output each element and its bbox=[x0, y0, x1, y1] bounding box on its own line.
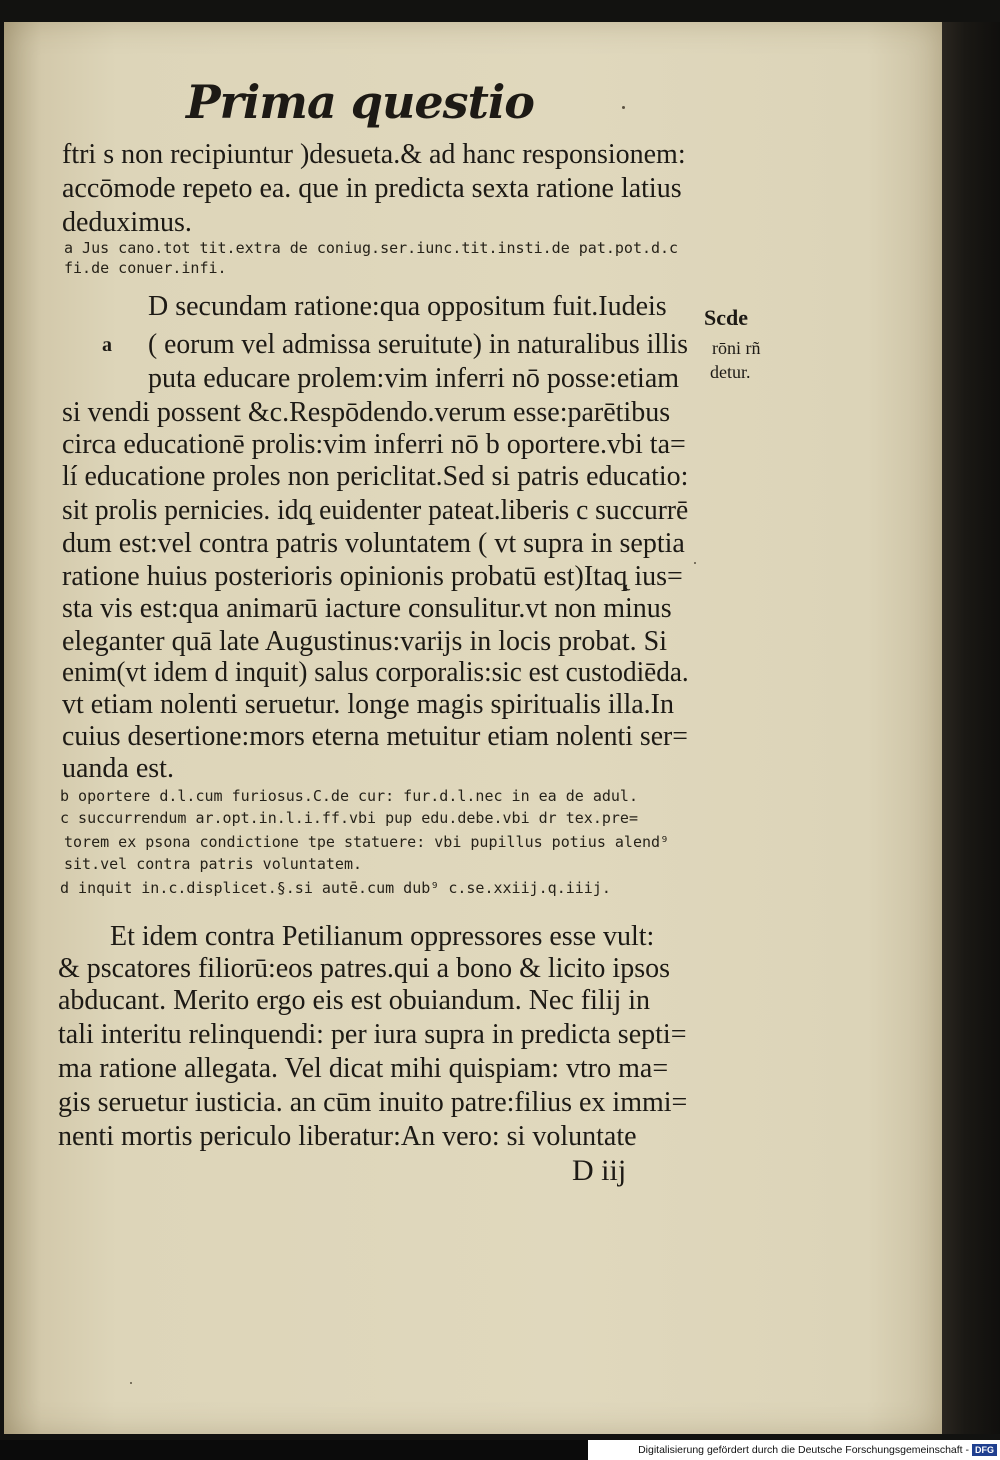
digitization-credit bbox=[588, 1440, 1000, 1460]
text-line: puta educare prolem:vim inferri nō posse:etiam bbox=[148, 363, 680, 394]
footnote-line: b oportere d.l.cum furiosus.C.de cur: fur.d.l.nec in ea de adul. bbox=[60, 787, 638, 805]
ink-speck bbox=[694, 562, 696, 564]
page-title: Prima questio bbox=[186, 75, 534, 129]
scan-edge bbox=[942, 22, 1000, 1434]
signature-mark: D iij bbox=[572, 1154, 627, 1187]
footnote-line: a Jus cano.tot tit.extra de coniug.ser.iunc.tit.insti.de pat.pot.d.c bbox=[64, 239, 679, 257]
ink-speck bbox=[622, 106, 625, 109]
text-line: D secundam ratione:qua oppositum fuit.Iudeis bbox=[148, 291, 667, 322]
margin-note-line: rōni rñ bbox=[712, 338, 761, 358]
text-line: si vendi possent &c.Respōdendo.verum esse:parētibus bbox=[62, 397, 671, 428]
footnote-line: torem ex psona condictione tpe statuere: vbi pupillus potius alend⁹ bbox=[64, 833, 670, 851]
text-line: ratione huius posterioris opinionis probatū est)Itaq̨ ius= bbox=[62, 561, 683, 592]
text-line: tali interitu relinquendi: per iura supra in predicta septi= bbox=[58, 1019, 687, 1050]
text-line: ( eorum vel admissa seruitute) in naturalibus illis bbox=[148, 329, 688, 360]
footnote-line: c succurrendum ar.opt.in.l.i.ff.vbi pup edu.debe.vbi dr tex.pre= bbox=[60, 809, 638, 827]
text-line: gis seruetur iusticia. an cūm inuito patre:filius ex immi= bbox=[58, 1087, 688, 1118]
footnote-line: fi.de conuer.infi. bbox=[64, 259, 227, 277]
text-line: uanda est. bbox=[62, 753, 174, 784]
margin-note-line: Scde bbox=[704, 305, 748, 330]
text-line: sit prolis pernicies. idq̨ euidenter pateat.liberis c succurrē bbox=[62, 495, 689, 526]
text-line: circa educationē prolis:vim inferri nō b oportere.vbi ta= bbox=[62, 429, 686, 460]
text-line: abducant. Merito ergo eis est obuiandum. Nec filij in bbox=[58, 985, 651, 1016]
text-line: accōmode repeto ea. que in predicta sexta ratione latius bbox=[62, 173, 682, 204]
text-line: enim(vt idem d inquit) salus corporalis:sic est custodiēda. bbox=[62, 657, 689, 688]
text-line: sta vis est:qua animarū iacture consulitur.vt non minus bbox=[62, 593, 672, 624]
text-line: deduximus. bbox=[62, 207, 192, 238]
text-line: Et idem contra Petilianum oppressores esse vult: bbox=[110, 921, 655, 952]
text-line: vt etiam nolenti seruetur. longe magis spiritualis illa.In bbox=[62, 689, 674, 720]
text-line: nenti mortis periculo liberatur:An vero: si voluntate bbox=[58, 1121, 637, 1152]
text-line: eleganter quā late Augustinus:varijs in locis probat. Si bbox=[62, 626, 667, 657]
text-line: lí educatione proles non periclitat.Sed si patris educatio: bbox=[62, 461, 689, 492]
text-line: & pscatores filiorū:eos patres.qui a bono & licito ipsos bbox=[58, 953, 671, 984]
credit-text: Digitalisierung gefördert durch die Deutsche Forschungsgemeinschaft - bbox=[638, 1444, 969, 1456]
text-line: dum est:vel contra patris voluntatem ( vt supra in septia bbox=[62, 528, 685, 559]
text-line: ftri s non recipiuntur )desueta.& ad hanc responsionem: bbox=[62, 139, 686, 170]
footnote-line: d inquit in.c.displicet.§.si autē.cum dub⁹ c.se.xxiij.q.iiij. bbox=[60, 879, 611, 897]
note-marker: a bbox=[102, 334, 112, 356]
ink-speck bbox=[130, 1382, 132, 1384]
text-line: ma ratione allegata. Vel dicat mihi quispiam: vtro ma= bbox=[58, 1053, 669, 1084]
dfg-logo: DFG bbox=[972, 1444, 997, 1456]
text-line: cuius desertione:mors eterna metuitur etiam nolenti ser= bbox=[62, 721, 688, 752]
footnote-line: sit.vel contra patris voluntatem. bbox=[64, 855, 363, 873]
margin-note-line: detur. bbox=[710, 362, 751, 382]
